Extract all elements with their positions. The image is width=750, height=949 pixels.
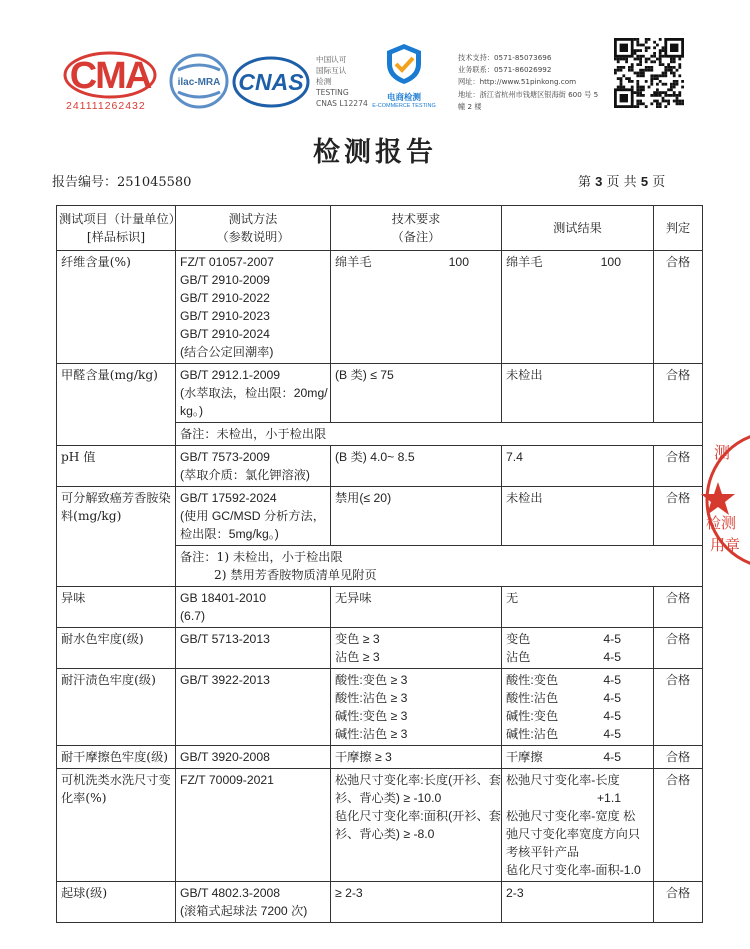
seal-text: 检测 [706, 514, 737, 532]
cell-verdict: 合格 [654, 364, 703, 423]
cell-result: 干摩擦 4-5 [502, 746, 654, 769]
seal-text: 测 [714, 443, 731, 462]
cnas-logo [232, 56, 310, 112]
cma-logo-text: CMA [69, 55, 151, 97]
ecommerce-logo-en: E-COMMERCE TESTING [372, 103, 436, 109]
test-results-table [56, 205, 703, 923]
cell-test-method: GB/T 3920-2008 [176, 746, 331, 769]
table-row [57, 446, 703, 487]
cell-requirement: 绵羊毛 100 [331, 251, 502, 364]
cell-test-method: FZ/T 01057-2007 GB/T 2910-2009 GB/T 2910-2022 GB/T 2910-2023 GB/T 2910-2024 (结合公定回潮率) [176, 251, 331, 364]
contact-info [458, 52, 608, 113]
cell-test-item: 可分解致癌芳香胺染料(mg/kg) [57, 487, 176, 587]
cell-result: 7.4 [502, 446, 654, 487]
header-requirement: 技术要求 （备注） [331, 206, 502, 251]
cell-test-item: 耐水色牢度(级) [57, 628, 176, 669]
header-result: 测试结果 [502, 206, 654, 251]
page-mid: 页 共 [606, 175, 637, 190]
page-total: 5 [640, 174, 649, 189]
table-row [57, 487, 703, 546]
cnas-text: CNAS [238, 69, 304, 95]
table-row [57, 587, 703, 628]
header-item: 测试项目（计量单位） [样品标识] [57, 206, 176, 251]
header-method: 测试方法 （参数说明） [176, 206, 331, 251]
table-header-row [57, 206, 703, 251]
cnas-line: 检测 [316, 77, 332, 86]
cell-verdict: 合格 [654, 746, 703, 769]
cell-verdict: 合格 [654, 251, 703, 364]
cell-verdict: 合格 [654, 769, 703, 882]
cell-test-item: 起球(级) [57, 882, 176, 923]
shield-check-icon [384, 42, 424, 86]
header-verdict: 判定 [654, 206, 703, 251]
cell-requirement: 松弛尺寸变化率:长度(开衫、套 衫、背心类) ≥ -10.0 毡化尺寸变化率:面积(开衫、套 衫、背心类) ≥ -8.0 [331, 769, 502, 882]
cell-test-item: 耐干摩擦色牢度(级) [57, 746, 176, 769]
cell-test-item: pH 值 [57, 446, 176, 487]
cell-verdict: 合格 [654, 882, 703, 923]
cell-requirement: 禁用(≤ 20) [331, 487, 502, 546]
cell-result: 无 [502, 587, 654, 628]
contact-line: 网址：http://www.51pinkong.com [458, 77, 577, 87]
cell-result: 2-3 [502, 882, 654, 923]
qr-code [614, 38, 684, 108]
cell-test-method: GB/T 4802.3-2008 (滚箱式起球法 7200 次) [176, 882, 331, 923]
cell-requirement: 干摩擦 ≥ 3 [331, 746, 502, 769]
cell-result: 未检出 [502, 364, 654, 423]
cell-note: 备注：未检出，小于检出限 [176, 423, 703, 446]
cell-requirement: 无异味 [331, 587, 502, 628]
cell-test-item: 异味 [57, 587, 176, 628]
cell-result: 变色 4-5 沾色 4-5 [502, 628, 654, 669]
cell-test-method: FZ/T 70009-2021 [176, 769, 331, 882]
table-row [57, 882, 703, 923]
cell-test-method: GB/T 2912.1-2009 (水萃取法，检出限：20mg/ kg。) [176, 364, 331, 423]
table-row [57, 364, 703, 423]
cell-test-method: GB/T 7573-2009 (萃取介质：氯化钾溶液) [176, 446, 331, 487]
cell-test-item: 耐汗渍色牢度(级) [57, 669, 176, 746]
cell-result: 未检出 [502, 487, 654, 546]
cell-requirement: (B 类) ≤ 75 [331, 364, 502, 423]
contact-line: 技术支持：0571-85073696 [458, 53, 552, 62]
page-post: 页 [652, 175, 666, 190]
cnas-line: CNAS L12274 [316, 99, 368, 108]
cell-test-item: 甲醛含量(mg/kg) [57, 364, 176, 446]
page-indicator [578, 171, 665, 190]
cell-result: 酸性:变色 4-5 酸性:沾色 4-5 碱性:变色 4-5 碱性:沾色 4-5 [502, 669, 654, 746]
cnas-caption [316, 54, 368, 109]
cell-result: 绵羊毛 100 [502, 251, 654, 364]
page-current: 3 [595, 174, 603, 189]
ilac-mra-logo [168, 52, 230, 114]
report-number: 报告编号：251045580 [52, 175, 192, 190]
cell-requirement: ≥ 2-3 [331, 882, 502, 923]
table-row [57, 746, 703, 769]
cell-note: 备注：1) 未检出，小于检出限 2) 禁用芳香胺物质清单见附页 [176, 546, 703, 587]
cell-test-item: 纤维含量(%) [57, 251, 176, 364]
contact-line: 幢 2 楼 [458, 101, 482, 111]
contact-line: 地址：浙江省杭州市钱塘区银海街 600 号 5 [458, 89, 599, 99]
seal-text: 用章 [710, 536, 741, 554]
cell-verdict: 合格 [654, 669, 703, 746]
cell-test-method: GB 18401-2010 (6.7) [176, 587, 331, 628]
cnas-line: TESTING [316, 88, 349, 97]
report-title: 检测报告 [313, 137, 437, 168]
table-row [57, 251, 703, 364]
cell-verdict: 合格 [654, 446, 703, 487]
table-row [57, 769, 703, 882]
ilac-text: ilac-MRA [177, 77, 221, 88]
cell-result: 松弛尺寸变化率-长度 +1.1 松弛尺寸变化率-宽度 松 弛尺寸变化率宽度方向只 考核平针产品 毡化尺寸变化率-面积 -1.0 [502, 769, 654, 882]
cell-test-method: GB/T 3922-2013 [176, 669, 331, 746]
ecommerce-testing-logo [370, 42, 438, 109]
inspection-seal [700, 420, 750, 580]
cell-requirement: (B 类) 4.0~ 8.5 [331, 446, 502, 487]
cell-requirement: 酸性:变色 ≥ 3 酸性:沾色 ≥ 3 碱性:变色 ≥ 3 碱性:沾色 ≥ 3 [331, 669, 502, 746]
cell-requirement: 变色 ≥ 3 沾色 ≥ 3 [331, 628, 502, 669]
ecommerce-logo-cn: 电商检测 [386, 93, 421, 103]
cell-verdict: 合格 [654, 587, 703, 628]
page-pre: 第 [578, 175, 592, 190]
cell-verdict: 合格 [654, 487, 703, 546]
cnas-line: 中国认可 [316, 55, 347, 64]
table-row [57, 669, 703, 746]
table-row [57, 628, 703, 669]
cnas-line: 国际互认 [316, 66, 347, 75]
cma-number: 241111262432 [66, 100, 146, 112]
cell-test-method: GB/T 5713-2013 [176, 628, 331, 669]
cell-verdict: 合格 [654, 628, 703, 669]
cell-test-method: GB/T 17592-2024 (使用 GC/MSD 分析方法， 检出限：5mg/kg。) [176, 487, 331, 546]
cell-test-item: 可机洗类水洗尺寸变化率(%) [57, 769, 176, 882]
contact-line: 业务联系：0571-86026992 [458, 65, 552, 75]
